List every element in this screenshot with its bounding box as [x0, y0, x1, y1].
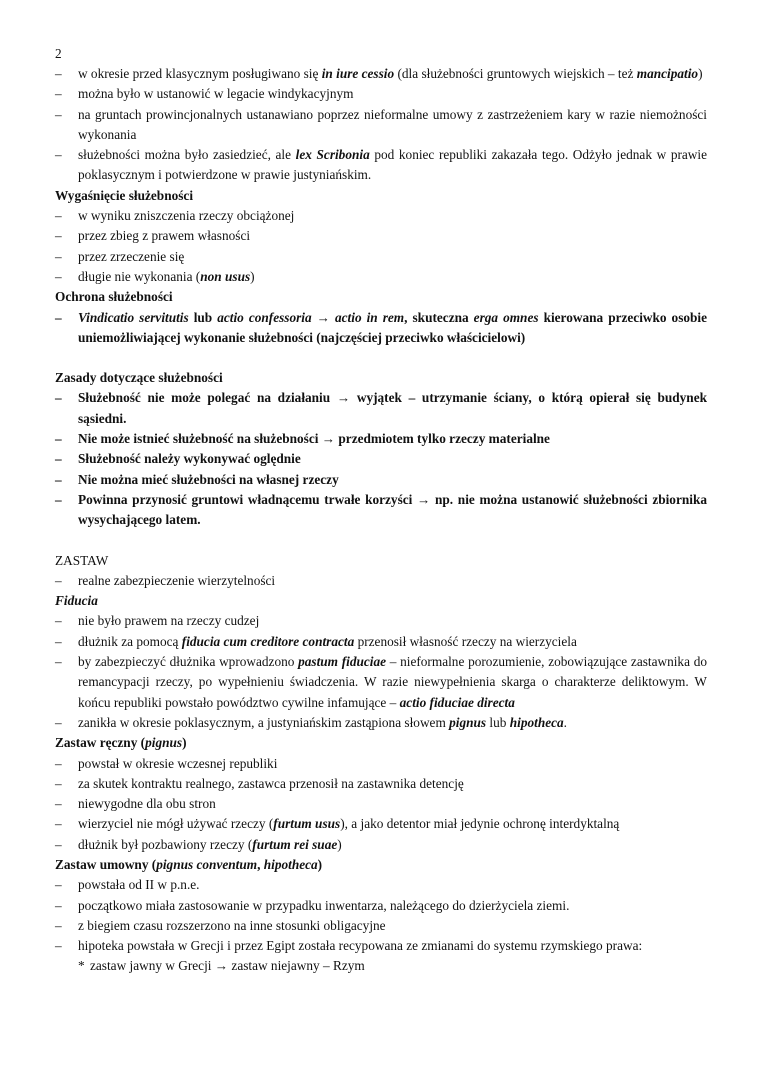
emphasis-text: pignus conventum [156, 856, 258, 872]
dash-bullet: – [55, 309, 62, 325]
star-bullet: * [78, 958, 85, 974]
text-run: Zastaw ręczny ( [55, 735, 146, 751]
section-heading [55, 591, 707, 611]
list-item [55, 145, 707, 186]
text-run: w wyniku zniszczenia rzeczy obciążonej [78, 208, 295, 224]
page-number: 2 [55, 46, 62, 61]
text-run: w okresie przed klasycznym posługiwano się [78, 66, 322, 81]
document-body [55, 64, 707, 977]
list-item [55, 64, 707, 84]
dash-bullet: – [55, 755, 62, 771]
dash-bullet: – [55, 917, 62, 933]
text-run: ) [337, 836, 342, 852]
section-heading [55, 855, 707, 875]
text-run: lub [188, 309, 218, 325]
text-run: dłużnik był pozbawiony rzeczy ( [78, 836, 253, 852]
list-item [55, 814, 707, 834]
text-run: Zasady dotyczące służebności [55, 370, 223, 386]
dash-bullet: – [55, 633, 62, 649]
dash-bullet: – [55, 86, 62, 102]
text-run: ) [250, 268, 255, 284]
emphasis-text: actio in rem [335, 309, 405, 325]
text-run: Wygaśnięcie służebności [55, 187, 194, 203]
list-item [55, 84, 707, 104]
text-run: długie nie wykonania ( [78, 268, 201, 284]
dash-bullet: – [55, 836, 62, 852]
dash-bullet: – [55, 654, 62, 670]
paragraph-gap [55, 348, 707, 368]
list-item [55, 774, 707, 794]
list-item [55, 449, 707, 469]
dash-bullet: – [55, 613, 62, 629]
emphasis-text: pastum fiduciae [298, 654, 387, 670]
list-item [55, 571, 707, 591]
emphasis-text: erga omnes [473, 309, 539, 325]
text-run: powstała od II w p.n.e. [78, 877, 200, 893]
emphasis-text: Powinna przynosić gruntowi władnącemu trwałe korzyści [78, 491, 413, 507]
text-run: początkowo miała zastosowanie w przypadku inwentarza, należącego do dzierżyciela ziemi. [78, 897, 570, 913]
text-run: pod koniec republiki zakazała tego. Odżyło jednak w prawie poklasycznym i potwierdzone w prawie justyniańskim. [78, 147, 707, 183]
paragraph-gap [55, 531, 707, 551]
text-run: wierzyciel nie mógł używać rzeczy ( [78, 816, 274, 832]
dash-bullet: – [55, 106, 62, 122]
emphasis-text: pignus [145, 735, 183, 751]
text-run: → [311, 309, 335, 325]
emphasis-text: furtum rei suae [252, 836, 338, 852]
dash-bullet: – [55, 228, 62, 244]
text-run: , skuteczna [404, 309, 474, 325]
text-run: przenosił własność rzeczy na wierzyciela [354, 633, 577, 649]
text-run: ZASTAW [55, 552, 109, 568]
text-run: – nieformalne porozumienie, zobowiązujące zastawnika do remancypacji rzeczy, po wypełnieniu świadczenia. W razie niewypełnienia skarga o charakterze deliktowym. W końcu republiki powstało powództwo cywilne infamujące – [78, 654, 707, 710]
emphasis-text: furtum usus [273, 816, 341, 832]
emphasis-text: hipotheca [263, 856, 318, 872]
text-run: nie było prawem na rzeczy cudzej [78, 613, 260, 629]
dash-bullet: – [55, 451, 62, 467]
dash-bullet: – [55, 268, 62, 284]
emphasis-text: in iure cessio [321, 66, 395, 81]
dash-bullet: – [55, 66, 62, 81]
list-item [55, 429, 707, 449]
emphasis-text: mancipatio [636, 66, 699, 81]
emphasis-text: Służebność nie może polegać na działaniu [78, 390, 331, 406]
list-item [55, 308, 707, 349]
section-heading [55, 287, 707, 307]
list-item [55, 875, 707, 895]
list-item [55, 794, 707, 814]
emphasis-text: hipotheca [509, 714, 564, 730]
text-run: → przedmiotem tylko rzeczy materialne [318, 431, 550, 447]
text-run: przez zrzeczenie się [78, 248, 185, 264]
list-item [55, 206, 707, 226]
text-run: przez zbieg z prawem własności [78, 228, 251, 244]
text-run: lub [486, 714, 510, 730]
text-run: by zabezpieczyć dłużnika wprowadzono [78, 654, 299, 670]
emphasis-text: actio confessoria [217, 309, 312, 325]
list-item [55, 916, 707, 936]
dash-bullet: – [55, 390, 62, 406]
text-run: służebności można było zasiedzieć, ale [78, 147, 296, 163]
text-run: , [257, 856, 264, 872]
dash-bullet: – [55, 491, 62, 507]
list-item [55, 896, 707, 916]
dash-bullet: – [55, 714, 62, 730]
emphasis-text: fiducia cum creditore contracta [181, 633, 355, 649]
text-run: Zastaw umowny ( [55, 856, 157, 872]
text-run: kierowana przeciwko osobie uniemożliwiającej wykonanie służebności (najczęściej przeciwko właścicielowi) [78, 309, 708, 345]
dash-bullet: – [55, 572, 62, 588]
emphasis-text: lex Scribonia [295, 147, 370, 163]
text-run: . [563, 714, 567, 730]
emphasis-text: pignus [449, 714, 487, 730]
text-run: realne zabezpieczenie wierzytelności [78, 572, 276, 588]
text-run: dłużnik za pomocą [78, 633, 182, 649]
star-item-text [78, 956, 365, 976]
text-run: (dla służebności gruntowych wiejskich – też [394, 66, 637, 81]
emphasis-text: Nie można mieć służebności na własnej rzeczy [78, 471, 339, 487]
text-run: zastaw jawny w Grecji → zastaw niejawny – Rzym [90, 958, 365, 974]
text-run: → np. nie można ustanowić służebności zbiornika wysychającego latem. [78, 491, 707, 528]
dash-bullet: – [55, 431, 62, 447]
list-item [55, 754, 707, 774]
list-item [55, 105, 707, 146]
list-item [55, 713, 707, 733]
section-heading [55, 733, 707, 753]
text-run: niewygodne dla obu stron [78, 796, 216, 812]
dash-bullet: – [55, 816, 62, 832]
emphasis-text: actio fiduciae directa [399, 694, 515, 710]
emphasis-text: Vindicatio servitutis [78, 309, 189, 325]
list-item [55, 632, 707, 652]
dash-bullet: – [55, 938, 62, 954]
emphasis-text: Nie może istnieć służebność na służebności [78, 431, 319, 447]
list-item [55, 247, 707, 267]
text-run: Fiducia [55, 593, 98, 609]
text-run: ) [182, 735, 187, 751]
emphasis-text: Służebność należy wykonywać oględnie [78, 451, 301, 467]
list-item [55, 936, 707, 956]
text-run: na gruntach prowincjonalnych ustanawiano poprzez nieformalne umowy z zastrzeżeniem kary w razie niemożności wykonania [78, 106, 707, 142]
list-item [55, 835, 707, 855]
list-item [55, 470, 707, 490]
text-run: zanikła w okresie poklasycznym, a justyniańskim zastąpiona słowem [78, 714, 450, 730]
dash-bullet: – [55, 877, 62, 893]
text-run: ) [698, 66, 703, 81]
text-run: Ochrona służebności [55, 289, 173, 305]
text-run: z biegiem czasu rozszerzono na inne stosunki obligacyjne [78, 917, 386, 933]
section-heading [55, 186, 707, 206]
section-heading [55, 368, 707, 388]
dash-bullet: – [55, 897, 62, 913]
dash-bullet: – [55, 147, 62, 163]
text-run: powstał w okresie wczesnej republiki [78, 755, 278, 771]
text-run: → wyjątek – utrzymanie ściany, o którą opierał się budynek sąsiedni. [78, 390, 707, 426]
star-list-item [55, 956, 707, 976]
dash-bullet: – [55, 248, 62, 264]
list-item [55, 226, 707, 246]
text-run: ), a jako detentor miał jedynie ochronę interdyktalną [340, 816, 620, 832]
dash-bullet: – [55, 796, 62, 812]
list-item [55, 388, 707, 429]
list-item [55, 611, 707, 631]
section-title [55, 551, 707, 571]
dash-bullet: – [55, 775, 62, 791]
dash-bullet: – [55, 208, 62, 224]
list-item [55, 490, 707, 531]
text-run: za skutek kontraktu realnego, zastawca przenosił na zastawnika detencję [78, 775, 464, 791]
list-item [55, 267, 707, 287]
emphasis-text: non usus [200, 268, 251, 284]
text-run: ) [317, 856, 323, 872]
list-item [55, 652, 707, 713]
text-run: można było w ustanowić w legacie windykacyjnym [78, 86, 354, 102]
dash-bullet: – [55, 471, 62, 487]
text-run: hipoteka powstała w Grecji i przez Egipt została recypowana ze zmianami do systemu rzymskiego prawa: [78, 938, 643, 954]
